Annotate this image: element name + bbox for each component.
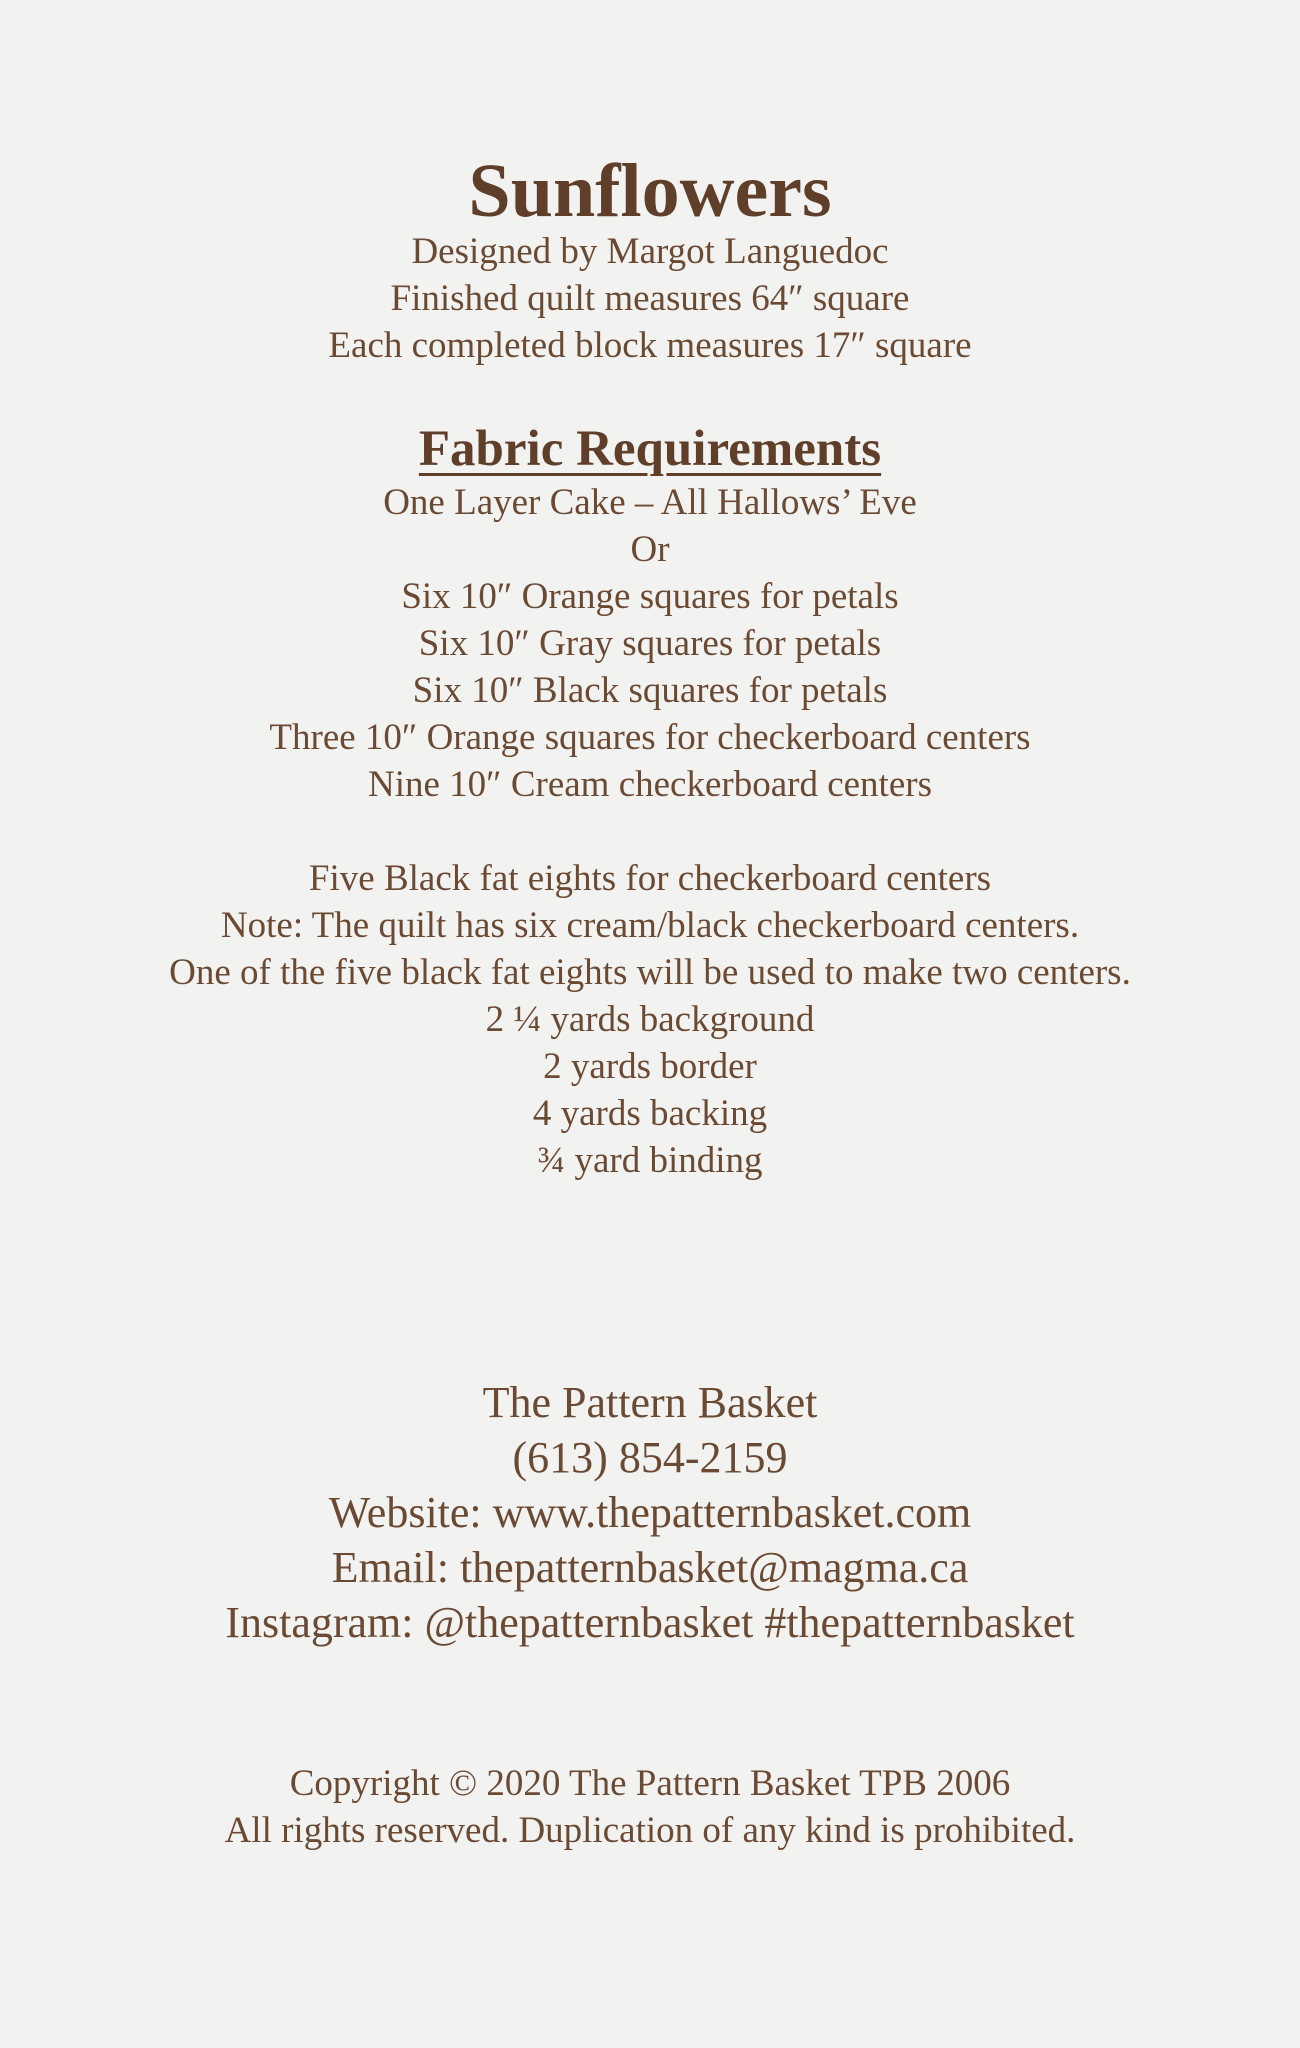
finished-size: Finished quilt measures 64″ square bbox=[390, 278, 910, 319]
requirement-line: 2 ¼ yards background bbox=[485, 999, 815, 1040]
requirement-line: Or bbox=[630, 529, 670, 570]
requirement-note: One of the five black fat eights will be used to make two centers. bbox=[169, 952, 1131, 993]
requirement-line: Six 10″ Gray squares for petals bbox=[418, 623, 882, 664]
email-link[interactable]: Email: thepatternbasket@magma.ca bbox=[331, 1543, 969, 1592]
requirement-line: 2 yards border bbox=[543, 1046, 757, 1087]
website-link[interactable]: Website: www.thepatternbasket.com bbox=[328, 1488, 972, 1537]
requirement-line: 4 yards backing bbox=[532, 1093, 768, 1134]
copyright-notice: Copyright © 2020 The Pattern Basket TPB 2006 bbox=[289, 1763, 1011, 1804]
rights-notice: All rights reserved. Duplication of any kind is prohibited. bbox=[224, 1810, 1076, 1851]
requirement-note: Note: The quilt has six cream/black checkerboard centers. bbox=[220, 905, 1080, 946]
company-name: The Pattern Basket bbox=[482, 1378, 818, 1427]
requirement-line: Nine 10″ Cream checkerboard centers bbox=[368, 764, 932, 805]
pattern-title: Sunflowers bbox=[468, 149, 832, 233]
instagram-handle[interactable]: Instagram: @thepatternbasket #thepatternbasket bbox=[225, 1598, 1075, 1647]
fabric-requirements-heading: Fabric Requirements bbox=[418, 421, 882, 477]
requirement-line: ¾ yard binding bbox=[537, 1140, 763, 1181]
phone-number: (613) 854-2159 bbox=[512, 1433, 788, 1482]
designer-credit: Designed by Margot Languedoc bbox=[411, 231, 889, 272]
requirement-line: Five Black fat eights for checkerboard centers bbox=[308, 858, 992, 899]
requirement-line: One Layer Cake – All Hallows’ Eve bbox=[383, 482, 917, 523]
requirement-line: Six 10″ Orange squares for petals bbox=[401, 576, 899, 617]
block-size: Each completed block measures 17″ square bbox=[328, 325, 972, 366]
requirement-line: Six 10″ Black squares for petals bbox=[412, 670, 888, 711]
requirement-line: Three 10″ Orange squares for checkerboard centers bbox=[269, 717, 1031, 758]
